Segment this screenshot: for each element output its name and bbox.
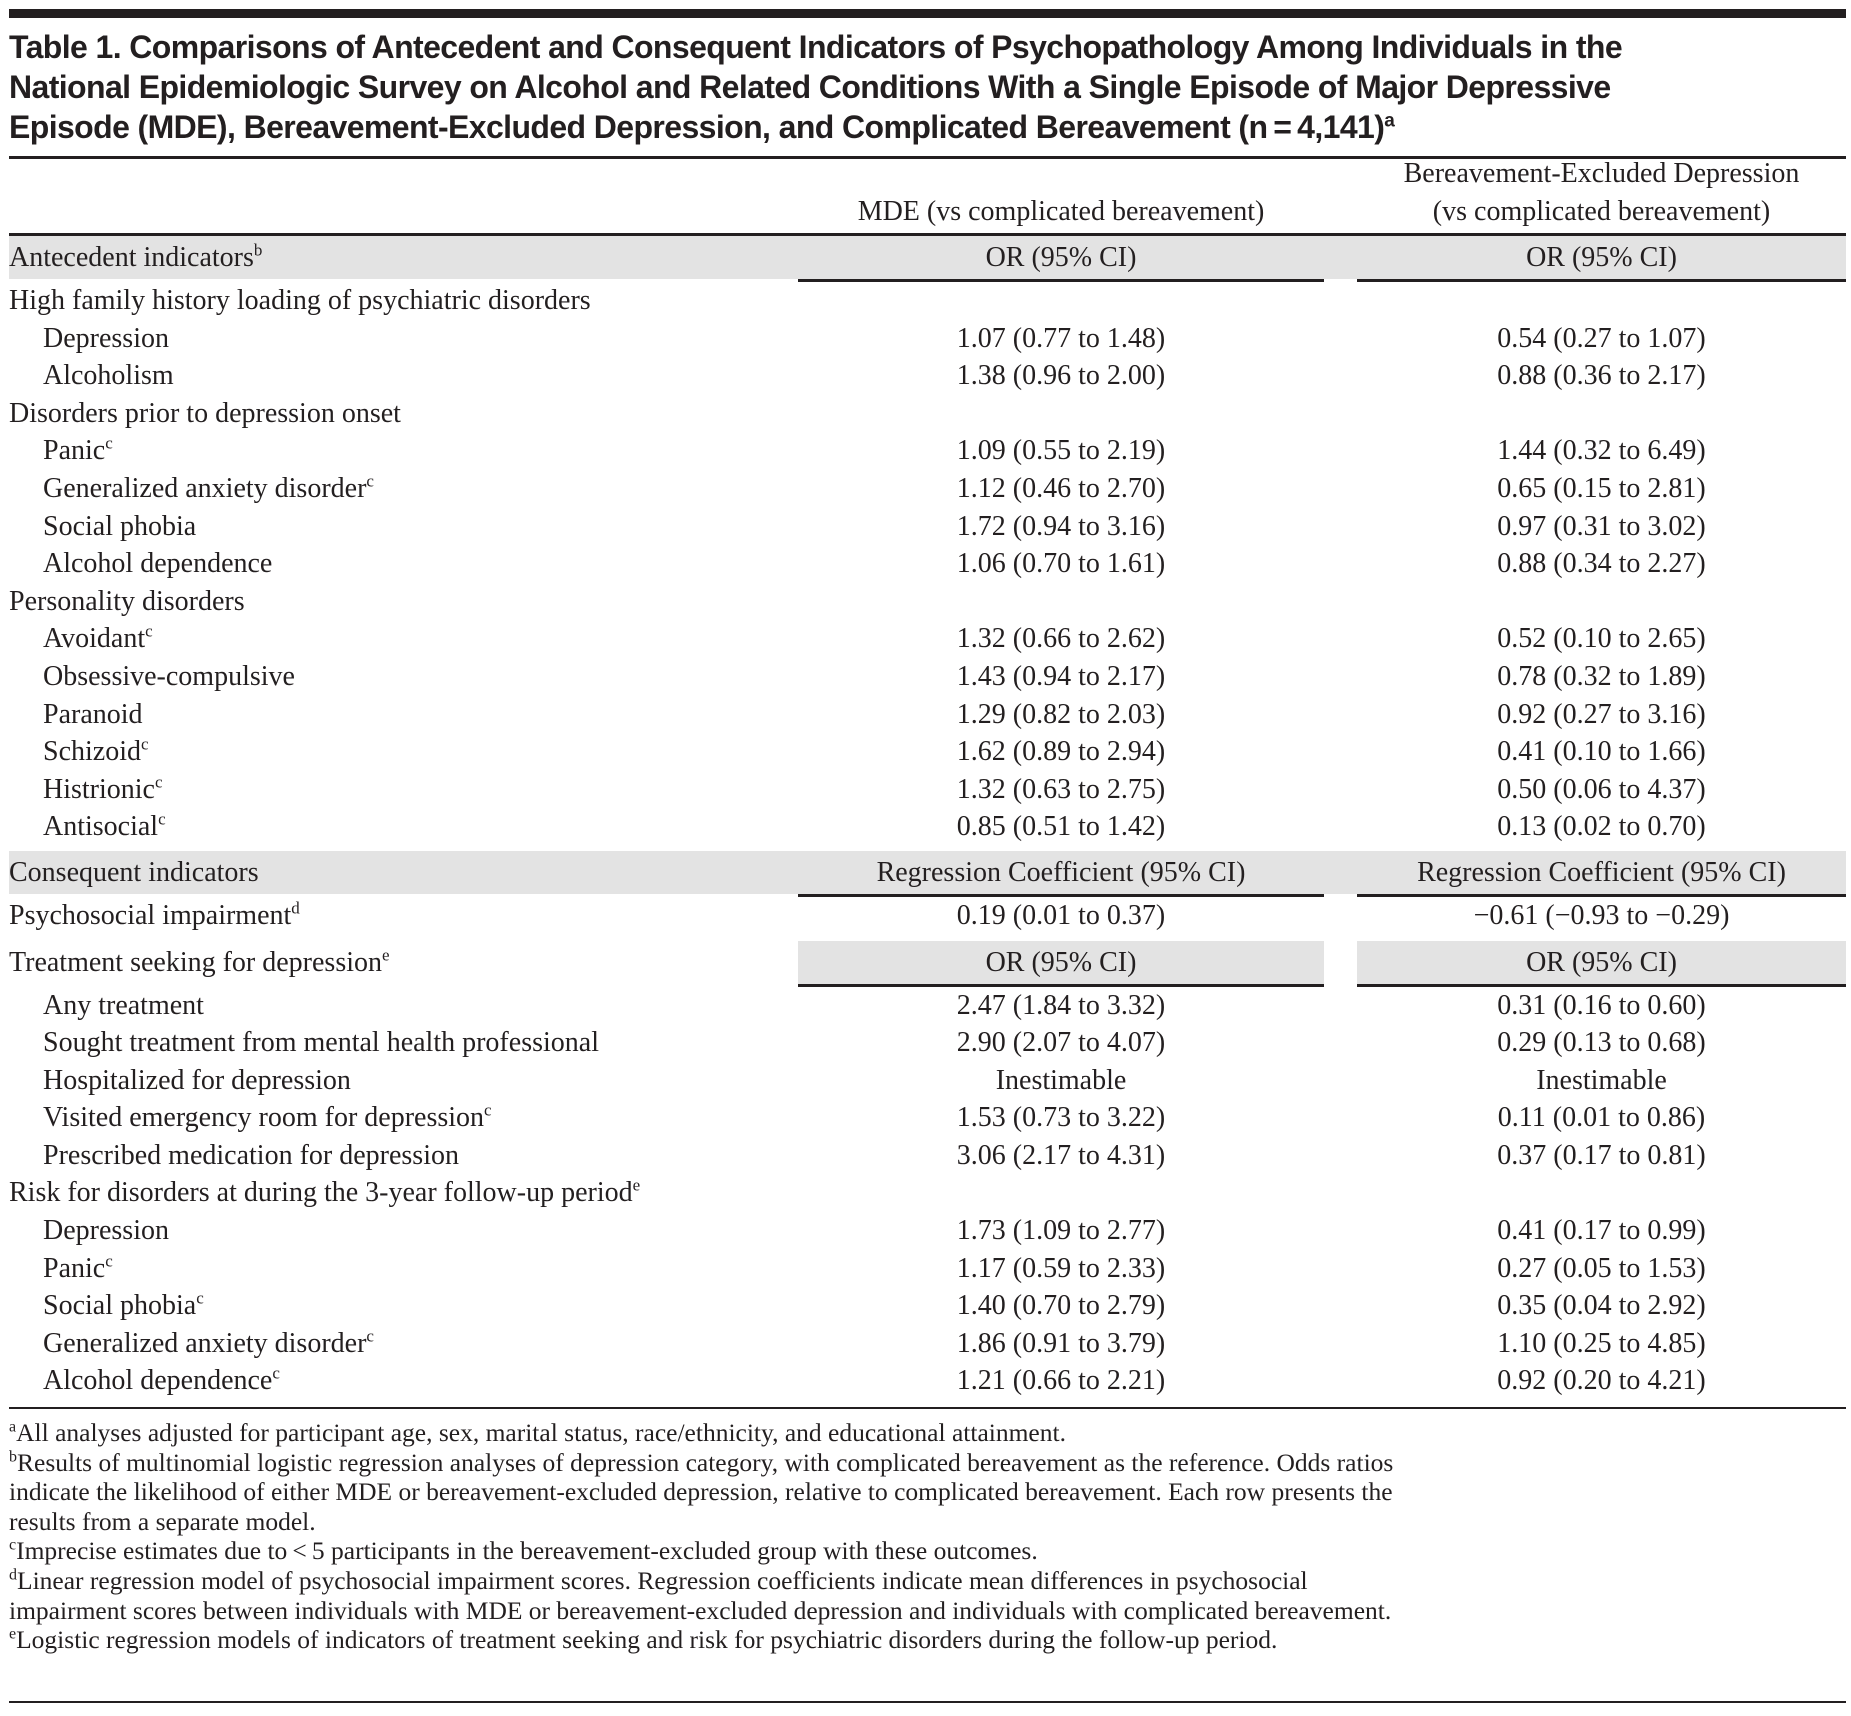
footnote-mark: a (9, 1418, 17, 1436)
row-label (43, 1325, 374, 1363)
row-label-text: Alcohol dependence (43, 548, 273, 580)
bereavement-excluded-value: 0.13 (0.02 to 0.70) (1497, 811, 1706, 843)
table-row-group (9, 395, 1846, 433)
footnote-text: Results of multinomial logistic regression analyses of depression category, with complicated bereavement as the reference. Odds ratios (17, 1447, 1394, 1477)
row-label-text: Avoidant (43, 623, 146, 655)
table-row-item (9, 432, 1846, 470)
row-label (43, 987, 204, 1025)
row-label-text: Consequent indicators (9, 856, 259, 888)
top-rule (9, 9, 1846, 18)
footnote-mark: b (253, 240, 263, 260)
table-body (9, 236, 1846, 1400)
footnote (9, 1448, 1849, 1537)
row-label (9, 941, 390, 984)
bereavement-excluded-value: 0.41 (0.17 to 0.99) (1497, 1215, 1706, 1247)
footnote-mark: c (158, 809, 166, 829)
bereavement-excluded-value: OR (95% CI) (1357, 236, 1846, 282)
row-label-text: Depression (43, 322, 169, 354)
row-label (43, 771, 163, 809)
mde-value: OR (95% CI) (798, 236, 1324, 282)
table-row-item (9, 1287, 1846, 1325)
row-label-text: Panic (43, 435, 106, 467)
mde-value: 1.38 (0.96 to 2.00) (956, 360, 1166, 392)
row-label-text: Antisocial (43, 811, 159, 843)
row-label-text: Social phobia (43, 1290, 197, 1322)
footnote-text: results from a separate model. (9, 1506, 316, 1536)
mde-value: 1.12 (0.46 to 2.70) (956, 472, 1166, 504)
row-label-text: Schizoid (43, 736, 141, 768)
row-label (43, 808, 166, 846)
mde-value: 1.06 (0.70 to 1.61) (956, 548, 1166, 580)
mde-value: 0.85 (0.51 to 1.42) (956, 811, 1166, 843)
footnote-mark: e (632, 1176, 641, 1196)
table-row-group (9, 1174, 1846, 1212)
row-label-text: Obsessive-compulsive (43, 660, 295, 692)
row-label (43, 1287, 204, 1325)
bereavement-excluded-value: −0.61 (−0.93 to −0.29) (1473, 899, 1730, 931)
mde-value: 1.73 (1.09 to 2.77) (956, 1215, 1166, 1247)
footnote-mark: e (382, 945, 390, 965)
title-line: National Epidemiologic Survey on Alcohol and Related Conditions With a Single Episode of Major Depressive (9, 69, 1611, 105)
footnote-text: All analyses adjusted for participant age, sex, marital status, race/ethnicity, and educational attainment. (16, 1418, 1066, 1447)
mde-value: 1.17 (0.59 to 2.33) (956, 1252, 1166, 1284)
row-label (43, 508, 196, 546)
row-label (43, 620, 153, 658)
mde-value: 3.06 (2.17 to 4.31) (956, 1139, 1166, 1171)
column-header-line: (vs complicated bereavement) (1432, 196, 1771, 227)
bereavement-excluded-value: 0.54 (0.27 to 1.07) (1497, 322, 1706, 354)
bereavement-excluded-value: 0.92 (0.27 to 3.16) (1497, 698, 1706, 730)
bereavement-excluded-value: 1.10 (0.25 to 4.85) (1497, 1327, 1706, 1359)
table-row-item (9, 987, 1846, 1025)
row-label-text: Psychosocial impairment (9, 899, 292, 931)
column-header-mde: MDE (vs complicated bereavement) (857, 196, 1265, 227)
footnote (9, 1418, 1849, 1448)
row-label-text: Alcohol dependence (43, 1365, 273, 1397)
mde-value: 1.21 (0.66 to 2.21) (956, 1365, 1166, 1397)
table-row-item (9, 771, 1846, 809)
footnote-mark: c (105, 1251, 113, 1271)
bereavement-excluded-value: 0.29 (0.13 to 0.68) (1497, 1027, 1706, 1059)
mde-value: OR (95% CI) (798, 941, 1324, 987)
row-label-text: Disorders prior to depression onset (9, 397, 401, 429)
footnote-mark: c (141, 734, 149, 754)
row-label-text: Paranoid (43, 698, 143, 730)
row-label (43, 470, 374, 508)
bereavement-excluded-value: 0.27 (0.05 to 1.53) (1497, 1252, 1706, 1284)
mde-value: Regression Coefficient (95% CI) (798, 851, 1324, 897)
row-label (43, 545, 272, 583)
row-label (43, 320, 169, 358)
row-label (9, 583, 245, 621)
row-label-text: Histrionic (43, 773, 155, 805)
table-row-group (9, 583, 1846, 621)
footnote-text: Linear regression model of psychosocial impairment scores. Regression coefficients indicate mean differences in psychosocial (17, 1565, 1308, 1595)
bereavement-excluded-value: Inestimable (1536, 1064, 1667, 1096)
row-label (43, 432, 113, 470)
footnote-line (9, 1536, 1849, 1566)
bereavement-excluded-value: 0.35 (0.04 to 2.92) (1497, 1290, 1706, 1322)
table-row-item (9, 733, 1846, 771)
row-label (43, 658, 295, 696)
table-row-item (9, 1325, 1846, 1363)
row-label (43, 733, 149, 771)
bereavement-excluded-value: OR (95% CI) (1357, 941, 1846, 987)
row-label-text: Generalized anxiety disorder (43, 1327, 367, 1359)
row-label (43, 1250, 113, 1288)
row-label-text: Social phobia (43, 510, 197, 542)
mde-value: 0.19 (0.01 to 0.37) (956, 899, 1166, 931)
table-row-sect (9, 236, 1846, 279)
title-line: Table 1. Comparisons of Antecedent and Consequent Indicators of Psychopathology Among Individuals in the (9, 29, 1623, 65)
row-label (43, 1362, 280, 1400)
bereavement-excluded-value: 0.50 (0.06 to 4.37) (1497, 773, 1706, 805)
table-row-item (9, 1024, 1846, 1062)
mde-value: Inestimable (995, 1064, 1127, 1096)
mde-value: 1.07 (0.77 to 1.48) (956, 322, 1166, 354)
row-label (43, 357, 174, 395)
row-label-text: Generalized anxiety disorder (43, 472, 367, 504)
footnote-line (9, 1418, 1849, 1448)
footnote-mark: c (145, 622, 153, 642)
row-label-text: Antecedent indicators (9, 242, 254, 273)
mde-value: 1.32 (0.66 to 2.62) (956, 623, 1166, 655)
footnote-text: Imprecise estimates due to < 5 participants in the bereavement-excluded group with these outcomes. (16, 1536, 1038, 1566)
mde-value: 2.90 (2.07 to 4.07) (956, 1027, 1166, 1059)
table-row-item (9, 658, 1846, 696)
table-row-item (9, 1137, 1846, 1175)
row-label-text: Sought treatment from mental health professional (43, 1027, 599, 1059)
footnote-mark: d (9, 1566, 17, 1584)
row-label (9, 1174, 640, 1212)
table-row-item (9, 357, 1846, 395)
table-row-item (9, 1212, 1846, 1250)
bereavement-excluded-value: 0.31 (0.16 to 0.60) (1497, 989, 1706, 1021)
row-label-text: Prescribed medication for depression (43, 1139, 459, 1171)
mde-value: 1.43 (0.94 to 2.17) (956, 660, 1166, 692)
mde-value: 1.86 (0.91 to 3.79) (956, 1327, 1166, 1359)
row-label (43, 1212, 169, 1250)
row-label-text: High family history loading of psychiatric disorders (9, 285, 591, 316)
table-row-item (9, 620, 1846, 658)
table-row-item (9, 1099, 1846, 1137)
bereavement-excluded-value: 0.88 (0.36 to 2.17) (1497, 360, 1706, 392)
table-row-sub (9, 941, 1846, 984)
table-bottom-rule (9, 1407, 1846, 1409)
table-row-item (9, 696, 1846, 734)
column-header-bereavement-excluded (1357, 155, 1846, 231)
row-label-text: Risk for disorders at during the 3-year follow-up period (9, 1177, 633, 1209)
bereavement-excluded-value: 0.41 (0.10 to 1.66) (1497, 736, 1706, 768)
row-label (43, 696, 143, 734)
bereavement-excluded-value: 1.44 (0.32 to 6.49) (1497, 435, 1706, 467)
footnote-text: impairment scores between individuals with MDE or bereavement-excluded depression and individuals with complicated bereavement. (9, 1595, 1392, 1625)
bereavement-excluded-value: 0.97 (0.31 to 3.02) (1497, 510, 1706, 542)
row-label-text: Any treatment (43, 989, 204, 1021)
bereavement-excluded-value: 0.11 (0.01 to 0.86) (1497, 1102, 1706, 1134)
footnote-line (9, 1506, 1849, 1537)
bereavement-excluded-value: Regression Coefficient (95% CI) (1357, 851, 1846, 897)
footnote-line (9, 1625, 1849, 1655)
table-row-item (9, 508, 1846, 546)
footnote-mark: c (484, 1100, 492, 1120)
title-line-text: Episode (MDE), Bereavement-Excluded Depression, and Complicated Bereavement (n = 4,141) (9, 109, 1385, 145)
footnote-mark: c (196, 1288, 204, 1308)
row-label (43, 1099, 492, 1137)
table-row-item (9, 1062, 1846, 1100)
row-label (9, 282, 591, 320)
footnote-line (9, 1477, 1849, 1507)
bereavement-excluded-value: 0.52 (0.10 to 2.65) (1497, 623, 1706, 655)
footnote-mark: c (9, 1536, 17, 1554)
footnotes (9, 1418, 1849, 1655)
row-label (9, 897, 300, 935)
row-label-text: Depression (43, 1215, 169, 1247)
row-label (9, 395, 401, 433)
row-label (9, 851, 259, 894)
table-row-item (9, 808, 1846, 846)
mde-value: 1.29 (0.82 to 2.03) (956, 698, 1166, 730)
table-row-group (9, 282, 1846, 320)
footnote-mark: b (9, 1448, 17, 1466)
table-row-sect (9, 851, 1846, 894)
footnote-mark: c (366, 471, 374, 491)
row-label (43, 1137, 459, 1175)
footnote (9, 1536, 1849, 1566)
row-label-text: Treatment seeking for depression (9, 946, 382, 978)
table-row-item (9, 1250, 1846, 1288)
row-label-text: Alcoholism (43, 360, 174, 392)
row-label (9, 236, 262, 279)
table-row-item (9, 320, 1846, 358)
footnote-mark: c (272, 1364, 280, 1384)
row-label-text: Panic (43, 1252, 106, 1284)
footnote-text: indicate the likelihood of either MDE or bereavement-excluded depression, relative to complicated bereavement. Each row presents the (9, 1477, 1393, 1507)
row-label (43, 1062, 351, 1100)
mde-value: 1.32 (0.63 to 2.75) (956, 773, 1166, 805)
footnote-mark: c (105, 434, 113, 454)
title-line (9, 107, 1849, 147)
footnote (9, 1566, 1849, 1625)
footnote-mark: c (366, 1326, 374, 1346)
footnote-text: Logistic regression models of indicators of treatment seeking and risk for psychiatric disorders during the follow-up period. (16, 1625, 1278, 1655)
row-label-text: Personality disorders (9, 585, 245, 617)
table-row-group (9, 897, 1846, 935)
column-header-line: Bereavement-Excluded Depression (1403, 158, 1800, 189)
mde-value: 1.53 (0.73 to 3.22) (956, 1102, 1166, 1134)
table-row-item (9, 545, 1846, 583)
mde-value: 1.72 (0.94 to 3.16) (956, 510, 1166, 542)
mde-value: 1.62 (0.89 to 2.94) (956, 736, 1166, 768)
footnote-line (9, 1447, 1849, 1478)
footnote (9, 1625, 1849, 1655)
bereavement-excluded-value: 0.37 (0.17 to 0.81) (1497, 1139, 1706, 1171)
bereavement-excluded-value: 0.88 (0.34 to 2.27) (1497, 548, 1706, 580)
table-row-item (9, 1362, 1846, 1400)
mde-value: 1.09 (0.55 to 2.19) (956, 435, 1166, 467)
footnote-mark: d (291, 898, 300, 918)
mde-value: 1.40 (0.70 to 2.79) (956, 1290, 1166, 1322)
table-title (9, 27, 1849, 147)
row-label (43, 1024, 599, 1062)
bereavement-excluded-value: 0.65 (0.15 to 2.81) (1497, 472, 1706, 504)
bereavement-excluded-value: 0.92 (0.20 to 4.21) (1497, 1365, 1706, 1397)
footnote-mark: e (9, 1625, 17, 1643)
mde-value: 2.47 (1.84 to 3.32) (956, 989, 1166, 1021)
title-footnote-mark: a (1384, 110, 1395, 132)
row-label-text: Visited emergency room for depression (43, 1102, 485, 1134)
footnote-line (9, 1565, 1849, 1596)
bottom-rule (9, 1701, 1846, 1703)
row-label-text: Hospitalized for depression (43, 1064, 351, 1096)
footnote-mark: c (155, 772, 163, 792)
table-row-item (9, 470, 1846, 508)
bereavement-excluded-value: 0.78 (0.32 to 1.89) (1497, 660, 1706, 692)
footnote-line (9, 1595, 1849, 1626)
